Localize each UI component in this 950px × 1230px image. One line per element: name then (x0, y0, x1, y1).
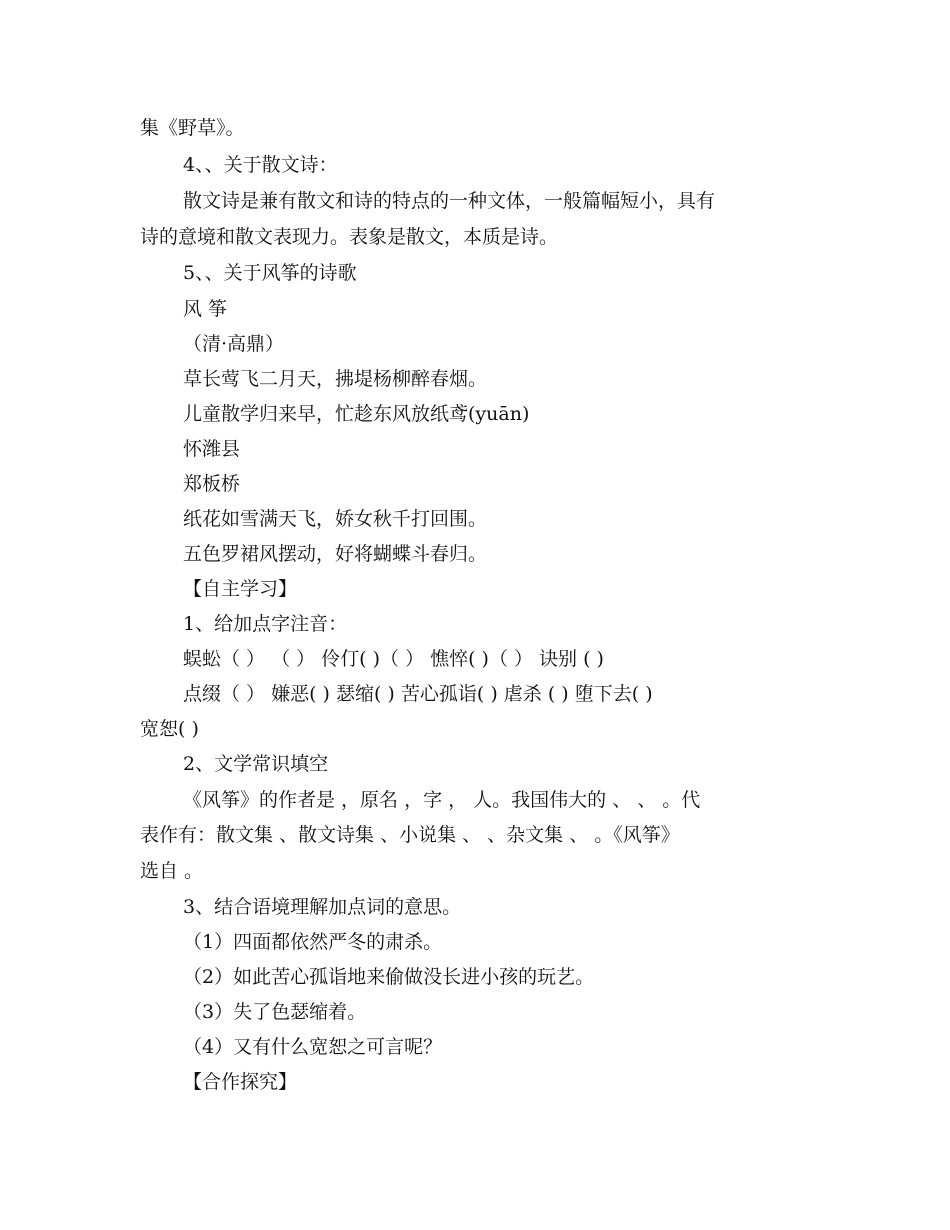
poem-line: 纸花如雪满天飞，娇女秋千打回围。 (183, 508, 488, 530)
exercise-item: （4）又有什么宽恕之可言呢？ (183, 1036, 443, 1058)
poem-title: 风 筝 (183, 298, 228, 320)
exercise-heading: 1、给加点字注音： (183, 613, 348, 635)
section-heading: 4、、关于散文诗： (183, 154, 338, 176)
poem-title: 怀潍县 (183, 438, 241, 460)
exercise-heading: 2、文学常识填空 (183, 753, 329, 775)
text-line: 集《野草》。 (140, 117, 245, 139)
section-heading: 5、、关于风筝的诗歌 (183, 262, 357, 284)
section-heading: 【合作探究】 (183, 1071, 298, 1093)
exercise-line: 选自 。 (140, 860, 204, 882)
exercise-line: 蜈蚣（ ） （ ） 伶仃( )（ ） 憔悴( )（ ） 诀别 ( ) (183, 648, 604, 670)
poem-author: 郑板桥 (183, 473, 241, 495)
poem-line: 草长莺飞二月天，拂堤杨柳醉春烟。 (183, 368, 488, 390)
paragraph-line: 散文诗是兼有散文和诗的特点的一种文体，一般篇幅短小，具有 (183, 190, 716, 212)
exercise-item: （3）失了色瑟缩着。 (183, 1001, 367, 1023)
exercise-item: （1）四面都依然严冬的肃杀。 (183, 931, 443, 953)
exercise-line: 《风筝》的作者是 ，原名 ，字 ， 人。我国伟大的 、 、 。代 (183, 789, 701, 811)
poem-author: （清·高鼎） (183, 333, 285, 355)
section-heading: 【自主学习】 (183, 578, 298, 600)
exercise-line: 表作有：散文集 、散文诗集 、小说集 、 、杂文集 、 。《风筝》 (140, 824, 680, 846)
exercise-item: （2）如此苦心孤诣地来偷做没长进小孩的玩艺。 (183, 966, 595, 988)
exercise-line: 宽恕( ) (140, 718, 199, 740)
poem-line: 五色罗裙风摆动，好将蝴蝶斗春归。 (183, 543, 488, 565)
exercise-heading: 3、结合语境理解加点词的意思。 (183, 896, 462, 918)
exercise-line: 点缀（ ） 嫌恶( ) 瑟缩( ) 苦心孤诣( ) 虐杀 ( ) 堕下去( ) (183, 683, 653, 705)
poem-line: 儿童散学归来早，忙趁东风放纸鸢(yuān) (183, 403, 530, 425)
paragraph-line: 诗的意境和散文表现力。表象是散文，本质是诗。 (140, 226, 559, 248)
